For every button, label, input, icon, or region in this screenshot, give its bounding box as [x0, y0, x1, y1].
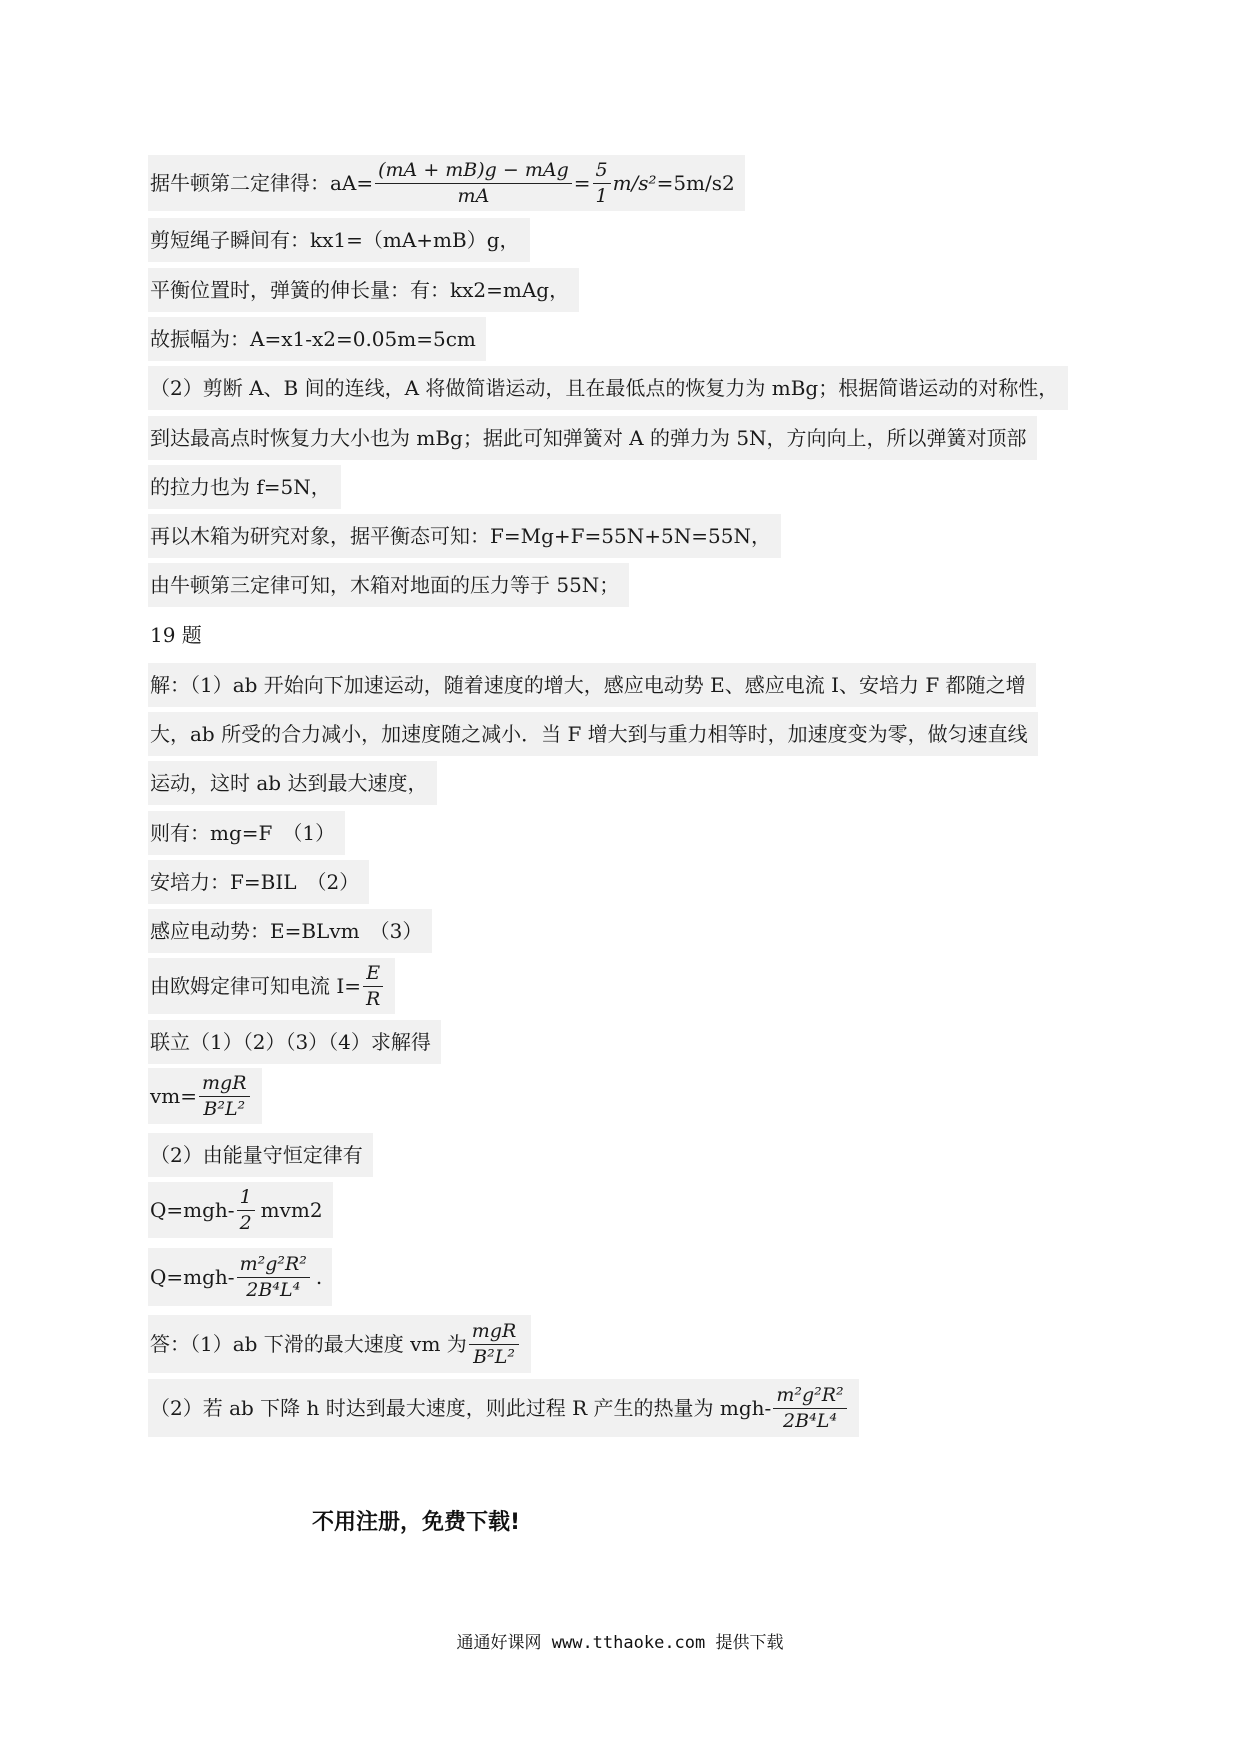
fraction	[199, 1071, 250, 1120]
page-footer: 通通好课网 www.tthaoke.com 提供下载	[456, 1633, 784, 1653]
equation-line: 则有：mg=F （1）	[148, 811, 345, 855]
text-line: 到达最高点时恢复力大小也为 mBg；据此可知弹簧对 A 的弹力为 5N，方向向上，所以弹簧对顶部	[148, 416, 1037, 460]
text-line: 剪短绳子瞬间有：kx1=（mA+mB）g，	[148, 218, 530, 262]
equation-prefix: 由欧姆定律可知电流 I=	[150, 974, 362, 998]
fraction-numerator: (mA + mB)g − mAg	[375, 161, 572, 184]
fraction	[375, 158, 572, 207]
equation-q2	[148, 1248, 332, 1306]
equation-prefix: Q=mgh-	[150, 1265, 235, 1289]
fraction-denominator: 2	[239, 1211, 252, 1234]
fraction	[237, 1252, 310, 1301]
fraction-numerator: 5	[593, 161, 611, 184]
equation-vm	[148, 1068, 262, 1124]
fraction	[469, 1319, 520, 1368]
text-line: 联立（1）（2）（3）（4）求解得	[148, 1020, 441, 1064]
fraction-numerator: m²g²R²	[773, 1386, 846, 1409]
equation-suffix: =5m/s2	[656, 171, 735, 195]
answer-line-2	[148, 1379, 859, 1437]
text-line: 的拉力也为 f=5N，	[148, 465, 341, 509]
fraction	[593, 158, 611, 207]
fraction-denominator: mA	[457, 184, 490, 207]
fraction-numerator: E	[363, 964, 383, 987]
text-line: 由牛顿第三定律可知，木箱对地面的压力等于 55N；	[148, 563, 629, 607]
equals-sign: =	[573, 171, 591, 195]
text-line: 故振幅为：A=x1-x2=0.05m=5cm	[148, 317, 486, 361]
text-line: 解：（1）ab 开始向下加速运动，随着速度的增大，感应电动势 E、感应电流 I、安培力 F 都随之增	[148, 663, 1036, 707]
text-line: 运动，这时 ab 达到最大速度，	[148, 761, 437, 805]
fraction-numerator: m²g²R²	[237, 1255, 310, 1278]
fraction-denominator: R	[366, 987, 381, 1010]
fraction-denominator: 2B⁴L⁴	[246, 1278, 301, 1301]
fraction-denominator: 2B⁴L⁴	[783, 1409, 837, 1432]
fraction	[237, 1185, 255, 1234]
answer-prefix: 答：（1）ab 下滑的最大速度 vm 为	[150, 1332, 467, 1356]
fraction	[363, 961, 383, 1010]
text-line: 再以木箱为研究对象，据平衡态可知：F=Mg+F=55N+5N=55N，	[148, 514, 781, 558]
text-line: （2）剪断 A、B 间的连线，A 将做简谐运动，且在最低点的恢复力为 mBg；根据简谐运动的对称性，	[148, 366, 1068, 410]
fraction-denominator: B²L²	[473, 1345, 515, 1368]
equation-line: 安培力：F=BIL （2）	[148, 860, 369, 904]
answer-line-1	[148, 1315, 531, 1373]
equation-prefix: Q=mgh-	[150, 1198, 235, 1222]
equation-newton-second-law	[148, 155, 745, 211]
unit: m/s²	[612, 171, 657, 195]
text-line: （2）由能量守恒定律有	[148, 1133, 373, 1177]
equation-prefix: vm=	[150, 1084, 198, 1108]
question-number: 19 题	[150, 623, 202, 647]
equation-ohms-law	[148, 958, 395, 1014]
fraction-numerator: mgR	[469, 1322, 520, 1345]
equation-q1	[148, 1182, 333, 1238]
fraction-denominator: 1	[595, 184, 608, 207]
equation-suffix: mvm2	[260, 1198, 323, 1222]
fraction-numerator: mgR	[199, 1074, 250, 1097]
text-line: 大，ab 所受的合力减小，加速度随之减小．当 F 增大到与重力相等时，加速度变为零，做匀速直线	[148, 712, 1038, 756]
text-line: 平衡位置时，弹簧的伸长量：有：kx2=mAg，	[148, 268, 579, 312]
fraction	[773, 1383, 846, 1432]
equation-prefix: 据牛顿第二定律得：aA=	[150, 171, 374, 195]
equation-line: 感应电动势：E=BLvm （3）	[148, 909, 432, 953]
fraction-numerator: 1	[237, 1188, 255, 1211]
equation-suffix: .	[315, 1265, 323, 1289]
promo-text: 不用注册，免费下载!	[312, 1510, 521, 1535]
fraction-denominator: B²L²	[203, 1097, 246, 1120]
answer-prefix: （2）若 ab 下降 h 时达到最大速度，则此过程 R 产生的热量为 mgh-	[150, 1396, 772, 1420]
